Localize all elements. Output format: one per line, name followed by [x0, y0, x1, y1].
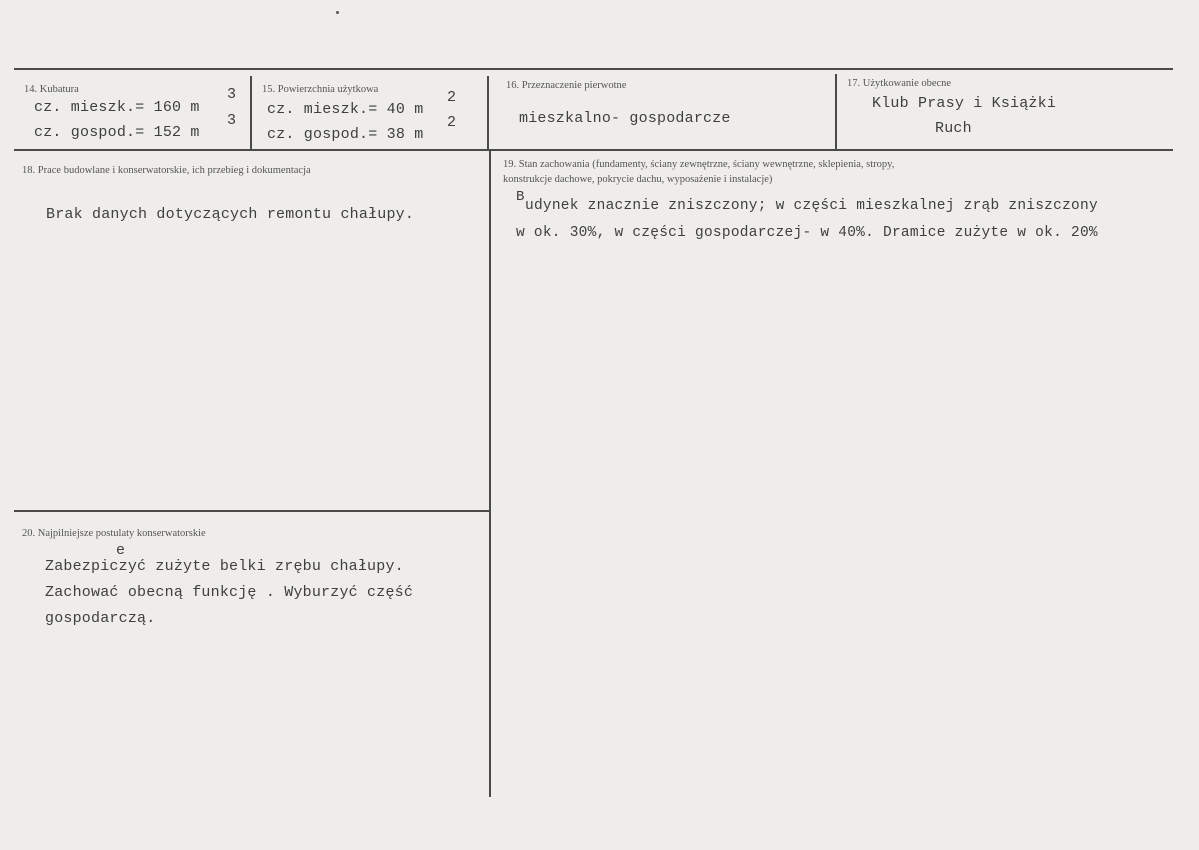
field-17-line1: Klub Prasy i Książki	[872, 95, 1057, 112]
rule-top	[14, 68, 1173, 70]
field-14-line2: cz. gospod.= 152 m	[34, 124, 200, 141]
field-15-line2-sup: 2	[447, 114, 457, 131]
field-19-line2: w ok. 30%, w części gospodarczej- w 40%. Dramice zużyte w ok. 20%	[516, 225, 1098, 241]
field-14-label: 14. Kubatura	[24, 84, 79, 95]
field-14-line2-sup: 3	[227, 112, 237, 129]
field-14-line1: cz. mieszk.= 160 m	[34, 99, 200, 116]
field-15-line2: cz. gospod.= 38 m	[267, 126, 424, 143]
field-19-label-line1: 19. Stan zachowania (fundamenty, ściany zewnętrzne, ściany wewnętrzne, sklepienia, stropy,	[503, 159, 895, 170]
field-14-line1-sup: 3	[227, 86, 237, 103]
field-19-line1-cap: B	[516, 189, 525, 205]
field-17-label: 17. Użytkowanie obecne	[847, 78, 952, 89]
field-20-line1: Zabezpiczyć zużyte belki zrębu chałupy.	[45, 558, 404, 575]
rule-v-15-16	[487, 76, 489, 149]
field-15-label: 15. Powierzchnia użytkowa	[262, 84, 379, 95]
field-20-line3: gospodarczą.	[45, 610, 156, 627]
field-18-value: Brak danych dotyczących remontu chałupy.	[46, 206, 415, 223]
field-16-value: mieszkalno- gospodarcze	[519, 110, 731, 127]
field-15-line1: cz. mieszk.= 40 m	[267, 101, 424, 118]
rule-v-16-17	[835, 74, 837, 149]
rule-h-18-20	[14, 510, 489, 512]
field-19-label-line2: konstrukcje dachowe, pokrycie dachu, wyposażenie i instalacje)	[503, 174, 773, 185]
punch-dot	[336, 11, 339, 14]
field-18-label: 18. Prace budowlane i konserwatorskie, ich przebieg i dokumentacja	[22, 165, 311, 176]
field-17-line2: Ruch	[935, 120, 972, 137]
field-20-label: 20. Najpilniejsze postulaty konserwatorskie	[22, 528, 206, 539]
field-16-label: 16. Przeznaczenie pierwotne	[506, 80, 627, 91]
field-19-line1: udynek znacznie zniszczony; w części mieszkalnej zrąb zniszczony	[525, 198, 1098, 214]
rule-header-bottom	[14, 149, 1173, 151]
field-15-line1-sup: 2	[447, 89, 457, 106]
field-20-insert: e	[116, 542, 126, 559]
rule-v-14-15	[250, 76, 252, 149]
rule-v-main	[489, 151, 491, 797]
field-20-line2: Zachować obecną funkcję . Wyburzyć część	[45, 584, 414, 601]
